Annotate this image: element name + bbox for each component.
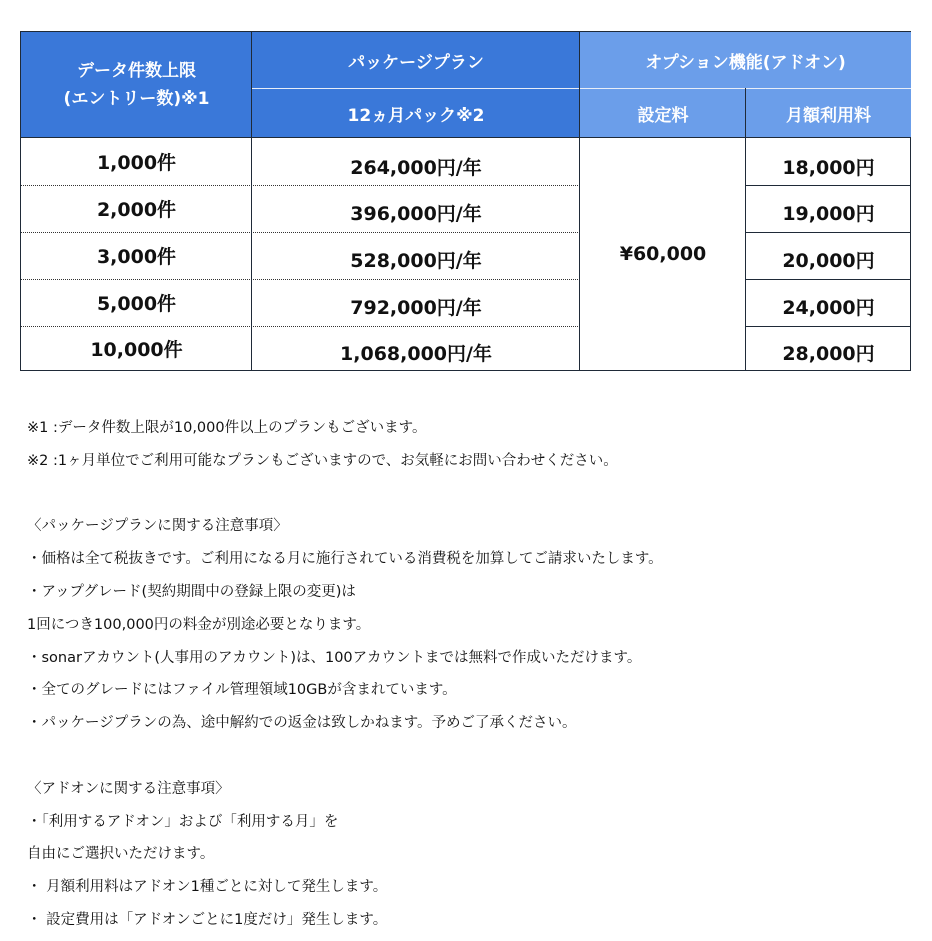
- row-divider: [21, 326, 580, 327]
- header-bottom-border: [21, 137, 910, 138]
- monthly-cell: 20,000円: [782, 250, 875, 272]
- addon-note: ・ 設定費用は「アドオンごとに1度だけ」発生します。: [27, 911, 388, 928]
- notes-section: [27, 412, 663, 937]
- package-note: 1回につき100,000円の料金が別途必要となります。: [27, 616, 371, 633]
- monthly-divider: [746, 232, 911, 233]
- row-divider: [21, 279, 580, 280]
- price-cell: 396,000円/年: [350, 203, 482, 225]
- monthly-cell: 24,000円: [782, 297, 875, 319]
- limit-cell: 5,000件: [96, 293, 177, 315]
- header-package-plan: パッケージプラン: [252, 32, 580, 89]
- header-data-limit-line1: データ件数上限: [77, 60, 196, 81]
- package-note: ・全てのグレードにはファイル管理領域10GBが含まれています。: [27, 682, 457, 699]
- header-monthly-fee: 月額利用料: [746, 89, 911, 137]
- monthly-divider: [746, 185, 911, 186]
- monthly-cell: 19,000円: [782, 203, 875, 225]
- monthly-divider: [746, 326, 911, 327]
- monthly-divider: [746, 279, 911, 280]
- package-note: ・sonarアカウント(人事用のアカウント)は、100アカウントまでは無料で作成いただけます。: [27, 649, 642, 666]
- column-divider: [745, 88, 746, 370]
- header-divider: [252, 88, 911, 89]
- limit-cell: 1,000件: [96, 151, 177, 174]
- limit-cell: 2,000件: [96, 199, 177, 221]
- package-note: ・価格は全て税抜きです。ご利用になる月に施行されている消費税を加算してご請求いたします。: [27, 551, 663, 568]
- addon-note: 自由にご選択いただけます。: [27, 846, 215, 863]
- header-option: オプション機能(アドオン): [580, 32, 911, 89]
- addon-note: ・ 月額利用料はアドオン1種ごとに対して発生します。: [27, 879, 388, 896]
- setup-fee-value: ¥60,000: [619, 243, 707, 265]
- footnote-1: ※1 :データ件数上限が10,000件以上のプランもございます。: [27, 420, 427, 436]
- addon-notes-heading: 〈アドオンに関する注意事項〉: [27, 780, 230, 797]
- monthly-cell: 28,000円: [782, 343, 875, 365]
- package-note: ・アップグレード(契約期間中の登録上限の変更)は: [27, 583, 356, 600]
- row-divider: [21, 232, 580, 233]
- price-cell: 1,068,000円/年: [340, 343, 492, 365]
- monthly-cell: 18,000円: [782, 156, 875, 179]
- header-setup-fee: 設定料: [580, 89, 746, 137]
- header-data-limit: [21, 32, 252, 137]
- header-package-sub: 12ヵ月パック※2: [252, 89, 580, 137]
- price-cell: 528,000円/年: [350, 250, 482, 272]
- column-divider: [579, 32, 580, 370]
- price-cell: 792,000円/年: [350, 297, 482, 319]
- package-notes-heading: 〈パッケージプランに関する注意事項〉: [27, 518, 288, 535]
- limit-cell: 3,000件: [96, 246, 177, 268]
- package-note: ・パッケージプランの為、途中解約での返金は致しかねます。予めご了承ください。: [27, 715, 577, 732]
- limit-cell: 10,000件: [90, 339, 183, 361]
- pricing-table: [20, 31, 911, 371]
- row-divider: [21, 185, 580, 186]
- price-cell: 264,000円/年: [350, 156, 482, 179]
- footnote-2: ※2 :1ヶ月単位でご利用可能なプランもございますので、お気軽にお問い合わせください。: [27, 452, 618, 469]
- column-divider: [251, 32, 252, 370]
- addon-note: ・「利用するアドオン」および「利用する月」を: [27, 813, 339, 830]
- header-data-limit-line2: (エントリー数)※1: [63, 88, 210, 109]
